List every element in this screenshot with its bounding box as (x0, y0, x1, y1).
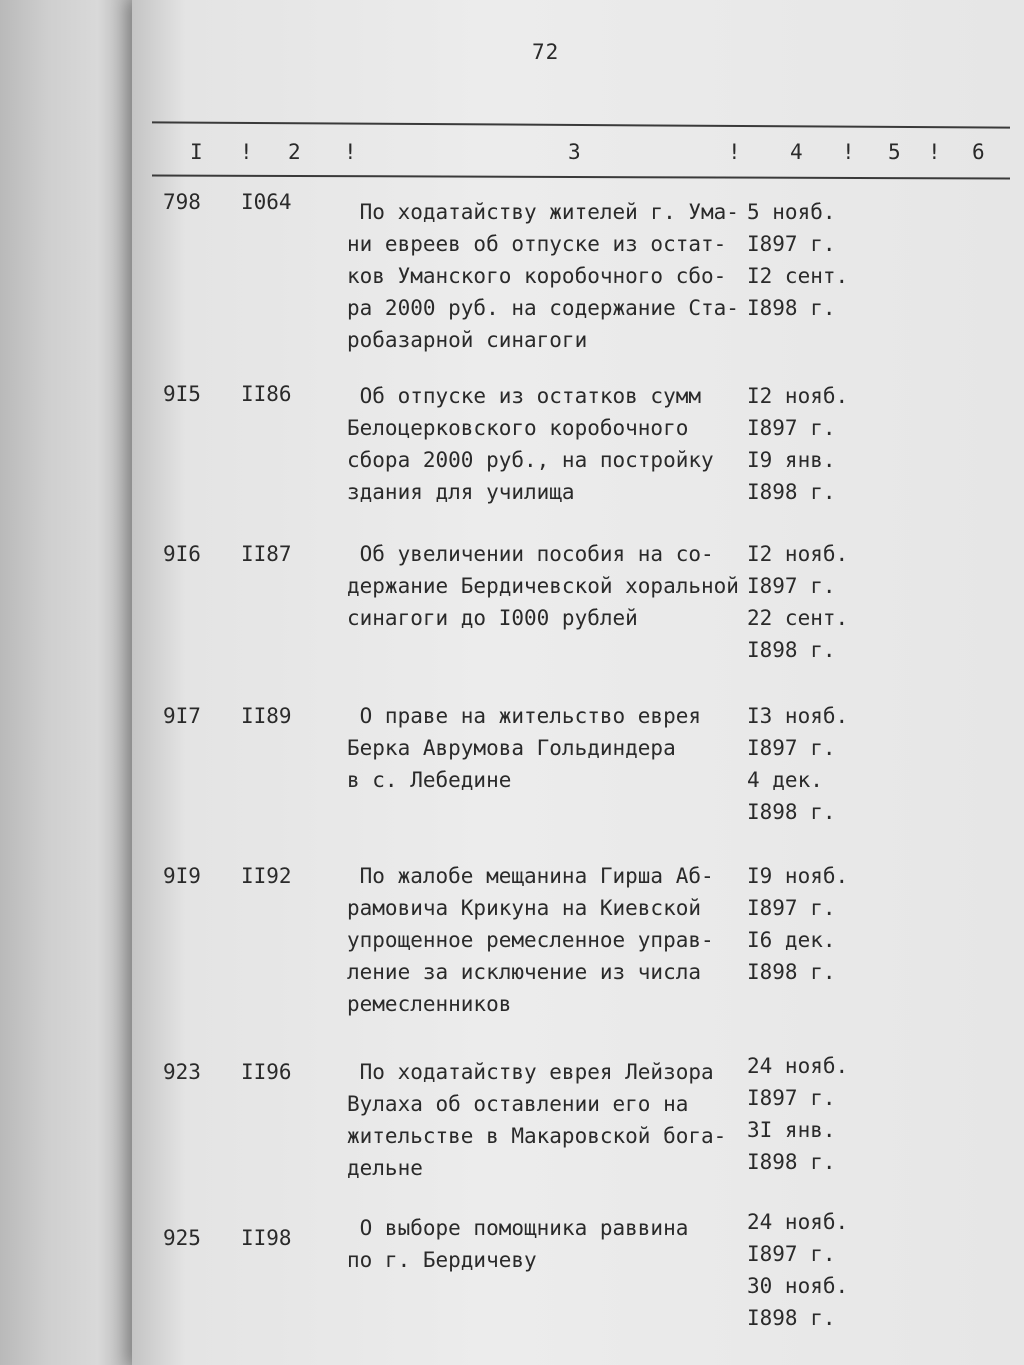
column-separator: ! (842, 140, 855, 164)
entry-number: 9I7 (163, 704, 201, 728)
entry-description: По ходатайству жителей г. Ума- ни евреев об отпуске из остат- ков Уманского коробочного сбо- ра 2000 руб. на содержание Ста- робазарной синагоги (347, 200, 739, 352)
entry-dates: I3 нояб. I897 г. 4 дек. I898 г. (747, 704, 849, 824)
entry-file-number: II98 (241, 1226, 292, 1250)
entry-number: 923 (163, 1060, 201, 1084)
entry-description: Об отпуске из остатков сумм Белоцерковского коробочного сбора 2000 руб., на постройку здания для училища (347, 384, 714, 504)
entry-description: О праве на жительство еврея Берка Аврумова Гольдиндера в с. Лебедине (347, 704, 702, 792)
column-separator: ! (928, 140, 941, 164)
entry-dates: I9 нояб. I897 г. I6 дек. I898 г. (747, 864, 849, 984)
column-separator: ! (240, 140, 253, 164)
entry-file-number: I064 (241, 190, 292, 214)
entry-number: 798 (163, 190, 201, 214)
column-header-2: 2 (288, 140, 301, 164)
column-header-5: 5 (888, 140, 901, 164)
entry-file-number: II96 (241, 1060, 292, 1084)
entry-description: По ходатайству еврея Лейзора Вулаха об оставлении его на жительстве в Макаровской бога- дельне (347, 1060, 727, 1180)
column-separator: ! (344, 140, 357, 164)
entry-description: Об увеличении пособия на со- держание Бердичевской хоральной синагоги до I000 рублей (347, 542, 739, 630)
entry-description: О выборе помощника раввина по г. Бердичеву (347, 1216, 689, 1272)
entry-dates: 24 нояб. I897 г. 3I янв. I898 г. (747, 1054, 849, 1174)
entry-file-number: II89 (241, 704, 292, 728)
column-header-6: 6 (972, 140, 985, 164)
entry-dates: I2 нояб. I897 г. I9 янв. I898 г. (747, 384, 849, 504)
entry-file-number: II86 (241, 382, 292, 406)
column-header-1: I (190, 140, 203, 164)
column-header-4: 4 (790, 140, 803, 164)
entry-dates: 24 нояб. I897 г. 30 нояб. I898 г. (747, 1210, 849, 1330)
entry-file-number: II87 (241, 542, 292, 566)
page-number: 72 (532, 40, 560, 64)
entry-number: 9I6 (163, 542, 201, 566)
column-header-3: 3 (568, 140, 581, 164)
entry-dates: 5 нояб. I897 г. I2 сент. I898 г. (747, 200, 849, 320)
entry-number: 9I9 (163, 864, 201, 888)
entry-file-number: II92 (241, 864, 292, 888)
column-separator: ! (728, 140, 741, 164)
entry-number: 925 (163, 1226, 201, 1250)
entry-dates: I2 нояб. I897 г. 22 сент. I898 г. (747, 542, 849, 662)
book-binding (0, 0, 140, 1365)
entry-description: По жалобе мещанина Гирша Аб- рамовича Крикуна на Киевской упрощенное ремесленное управ- ление за исключение из числа ремесленников (347, 864, 714, 1016)
entry-number: 9I5 (163, 382, 201, 406)
